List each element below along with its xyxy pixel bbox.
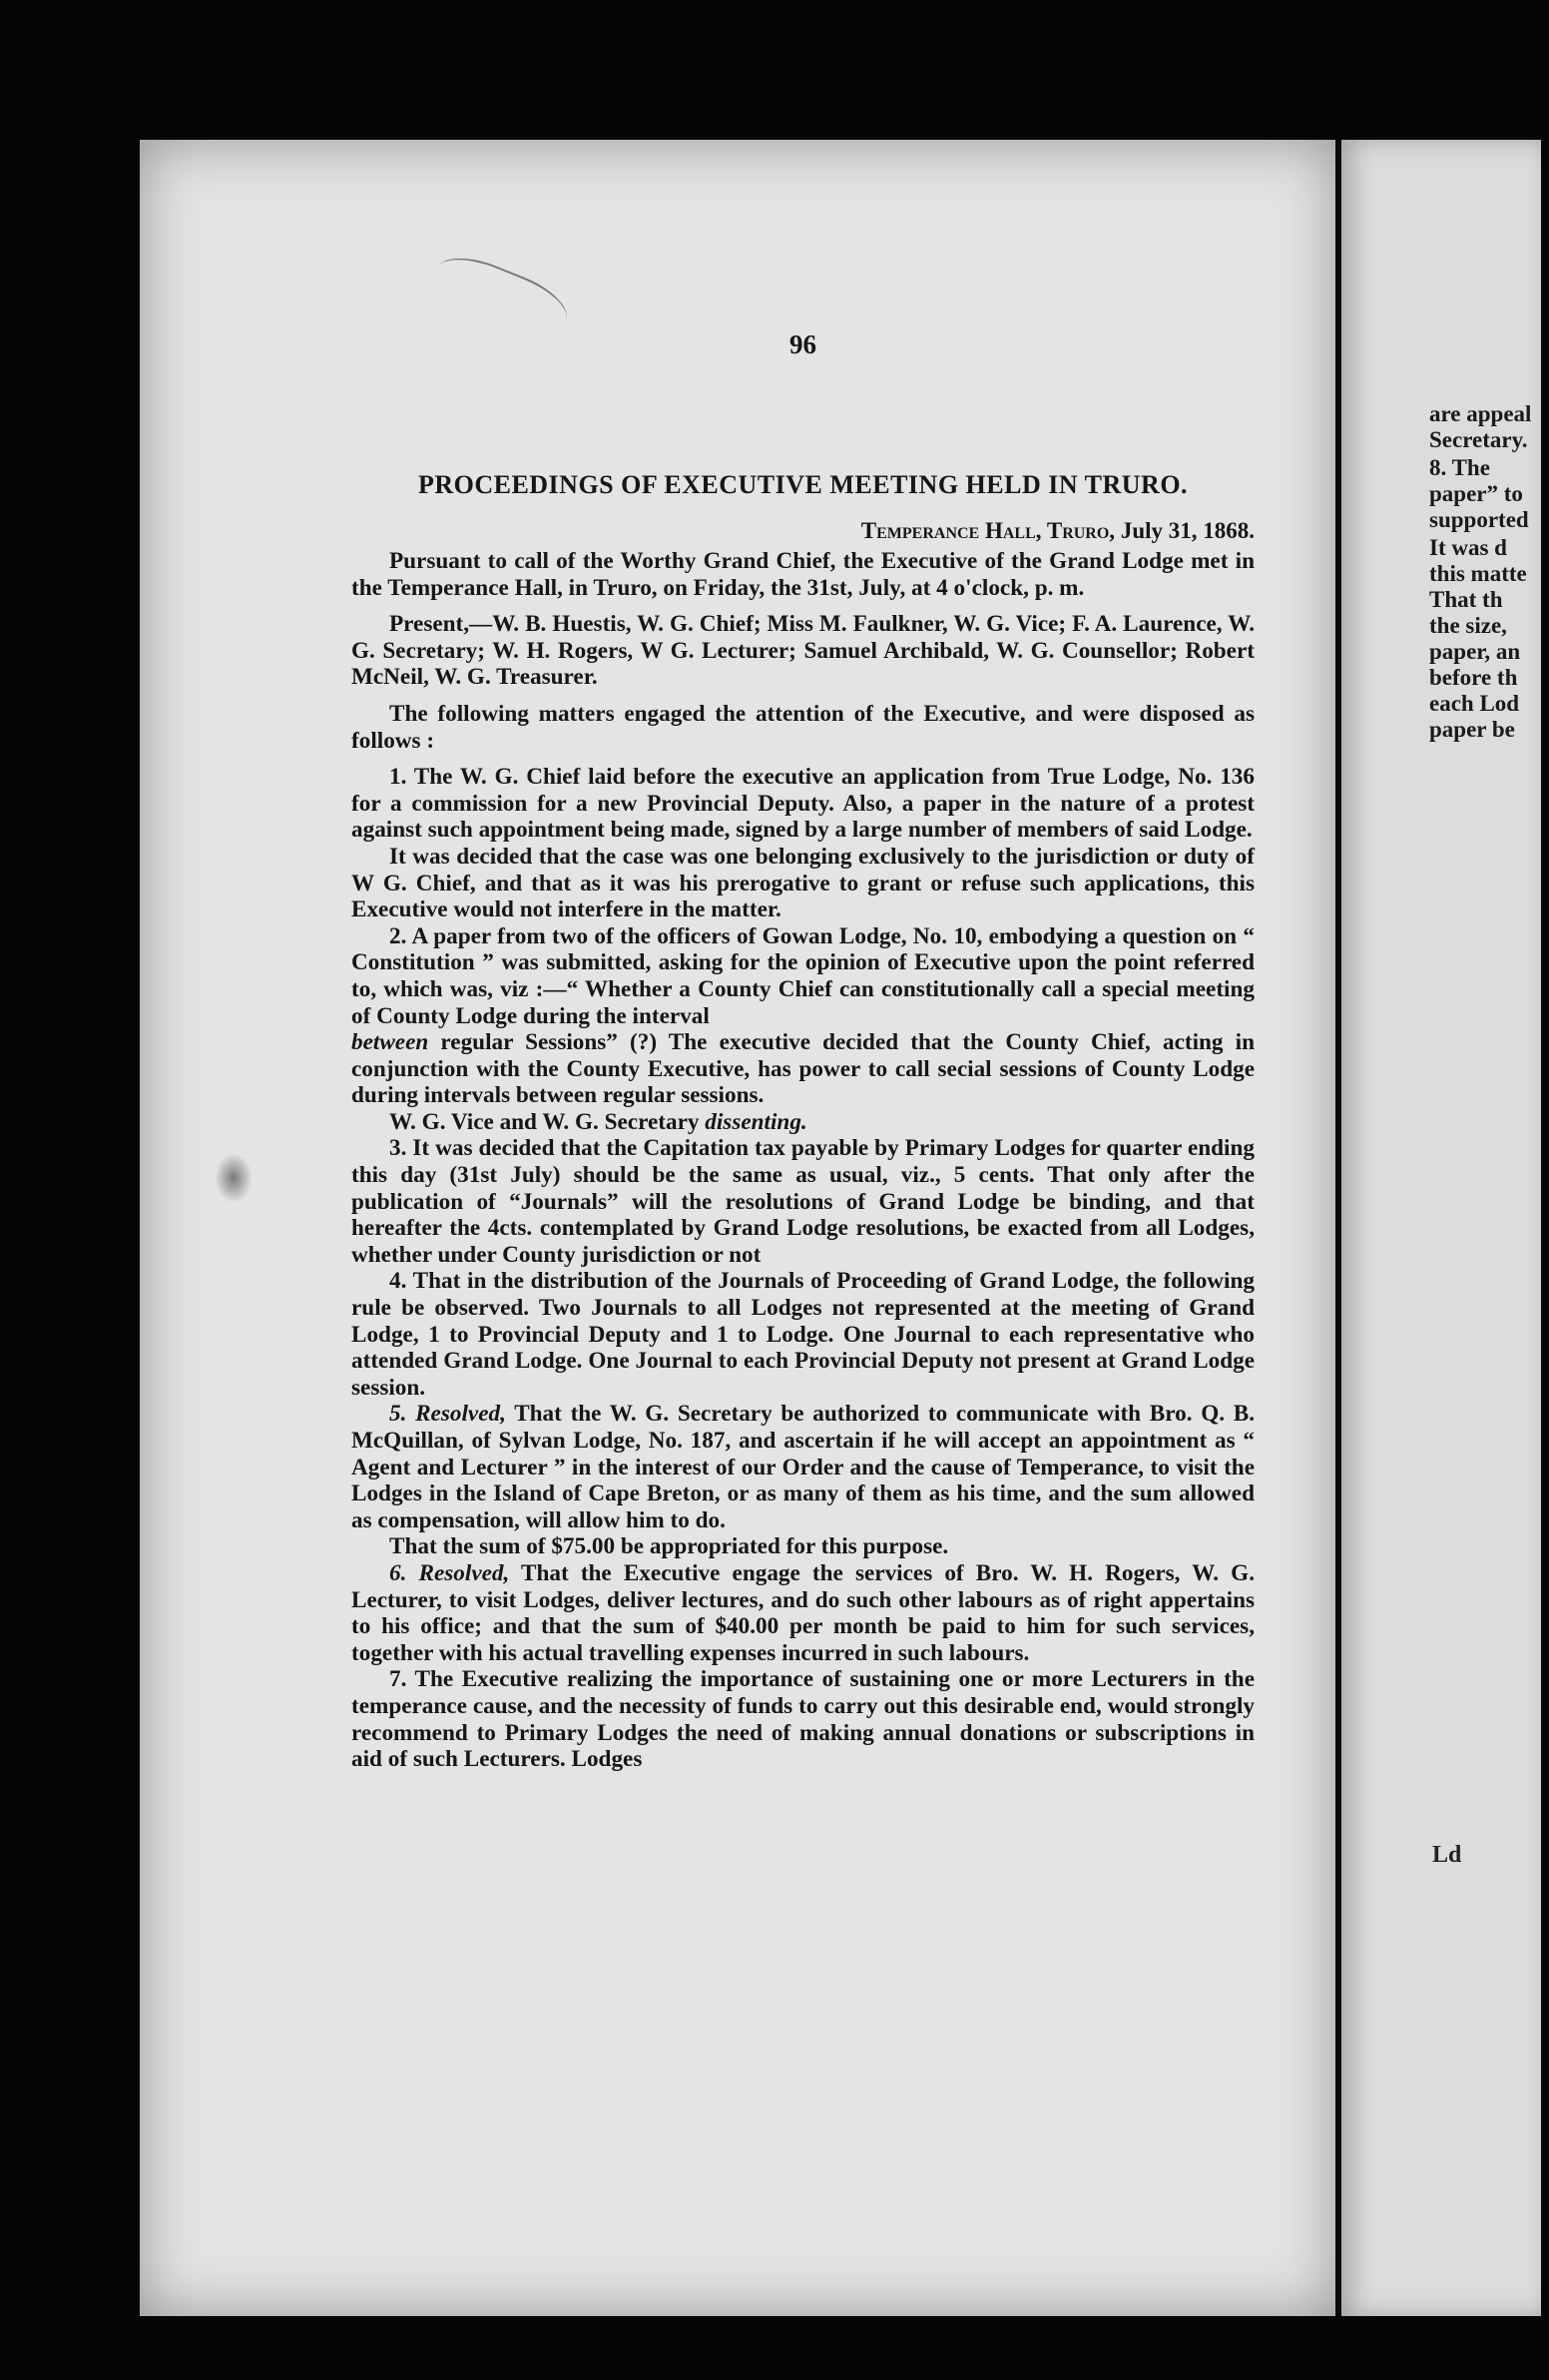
facing-line: the size,: [1429, 613, 1507, 638]
stray-mark: Ld: [1432, 1842, 1462, 1868]
italic-word: dissenting.: [705, 1108, 807, 1135]
facing-page: [1341, 140, 1541, 2316]
dateline-date: July 31, 1868.: [1120, 518, 1255, 543]
paragraph-text: regular Sessions” (?) The executive decided that the County Chief, acting in conjunction with the County Executive, has power to call secial sessions of County Lodge during intervals between regular sessions.: [351, 1029, 1255, 1109]
facing-line: each Lod: [1429, 691, 1520, 716]
italic-word: 6. Resolved,: [389, 1559, 510, 1586]
italic-word: between: [351, 1029, 429, 1056]
paragraph: 4. That in the distribution of the Journals of Proceeding of Grand Lodge, the following rule be observed. Two Journals to all Lodges not represented at the meeting of Grand Lodge, 1 to Provincial Deputy and 1 to Lodge. One Journal to each representative who attended Grand Lodge. One Journal to each Provincial Deputy not present at Grand Lodge session.: [351, 1268, 1255, 1401]
paragraph: The following matters engaged the attention of the Executive, and were disposed as follows :: [351, 700, 1255, 754]
paragraph: [351, 1109, 1255, 1136]
paragraph: [351, 1560, 1255, 1666]
facing-line: paper, an: [1429, 639, 1521, 664]
facing-line: this matte: [1429, 561, 1527, 586]
paragraph: That the sum of $75.00 be appropriated for this purpose.: [389, 1533, 949, 1560]
facing-line: It was d: [1429, 535, 1507, 560]
ink-smudge: [215, 1153, 253, 1203]
paragraph: Pursuant to call of the Worthy Grand Chief, the Executive of the Grand Lodge met in the Temperance Hall, in Truro, on Friday, the 31st, July, at 4 o'clock, p. m.: [351, 548, 1255, 601]
paragraph-text: W. G. Vice and W. G. Secretary: [389, 1108, 700, 1135]
paragraph: [351, 1029, 1255, 1109]
facing-line: paper” to: [1429, 481, 1523, 506]
page-number: 96: [789, 329, 816, 359]
facing-line: That th: [1429, 587, 1503, 612]
paragraph: Present,—W. B. Huestis, W. G. Chief; Miss M. Faulkner, W. G. Vice; F. A. Laurence, W. G. Secretary; W. H. Rogers, W G. Lecturer; Samuel Archibald, W. G. Counsellor; Robert McNeil, W. G. Treasurer.: [351, 611, 1255, 691]
italic-word: 5. Resolved,: [389, 1401, 506, 1428]
dateline: [351, 518, 1255, 544]
paragraph: It was decided that the case was one belonging exclusively to the jurisdiction or duty of W G. Chief, and that as it was his prerogative to grant or refuse such applications, this Executive would not interfere in the matter.: [351, 843, 1255, 923]
paragraph: [351, 1401, 1255, 1533]
paragraph-text: That the Executive engage the services of Bro. W. H. Rogers, W. G. Lecturer, to visit Lodges, deliver lectures, and do such other labours as of right appertains to his office; and that the sum of $40.00 per month be paid to him for such services, together with his actual travelling expenses incurred in such labours.: [351, 1559, 1255, 1666]
facing-line: supported: [1429, 507, 1529, 532]
dateline-place: Temperance Hall, Truro,: [860, 518, 1116, 543]
facing-line: 8. The: [1429, 455, 1490, 480]
paragraph: 7. The Executive realizing the importance of sustaining one or more Lecturers in the temperance cause, and the necessity of funds to carry out this desirable end, would strongly recommend to Primary Lodges the need of making annual donations or subscriptions in aid of such Lecturers. Lodges: [351, 1666, 1255, 1773]
paragraph: 2. A paper from two of the officers of Gowan Lodge, No. 10, embodying a question on “ Constitution ” was submitted, asking for the opinion of Executive upon the point referred to, which was, viz :—“ Whether a County Chief can constitutionally call a special meeting of County Lodge during the interval: [351, 922, 1255, 1029]
facing-line: Secretary.: [1429, 427, 1528, 452]
paragraph-text: That the W. G. Secretary be authorized to communicate with Bro. Q. B. McQuillan, of Sylvan Lodge, No. 187, and ascertain if he will accept an appointment as “ Agent and Lecturer ” in the interest of our Order and the cause of Temperance, to visit the Lodges in the Island of Cape Breton, or as many of them as his time, and the sum allowed as compensation, will allow him to do.: [351, 1401, 1255, 1533]
page-heading: PROCEEDINGS OF EXECUTIVE MEETING HELD IN TRURO.: [417, 470, 1189, 499]
facing-line: paper be: [1429, 717, 1515, 742]
paragraph: 3. It was decided that the Capitation tax payable by Primary Lodges for quarter ending this day (31st July) should be the same as usual, viz., 5 cents. That only after the publication of “Journals” will the resolutions of Grand Lodge be binding, and that hereafter the 4cts. contemplated by Grand Lodge resolutions, be exacted from all Lodges, whether under County jurisdiction or not: [351, 1135, 1255, 1268]
facing-line: are appeal: [1429, 401, 1532, 426]
page-content: [351, 329, 1255, 1773]
paragraph: 1. The W. G. Chief laid before the executive an application from True Lodge, No. 136 for a commission for a new Provincial Deputy. Also, a paper in the nature of a protest against such appointment being made, signed by a large number of members of said Lodge.: [351, 764, 1255, 844]
facing-line: before th: [1429, 665, 1518, 690]
